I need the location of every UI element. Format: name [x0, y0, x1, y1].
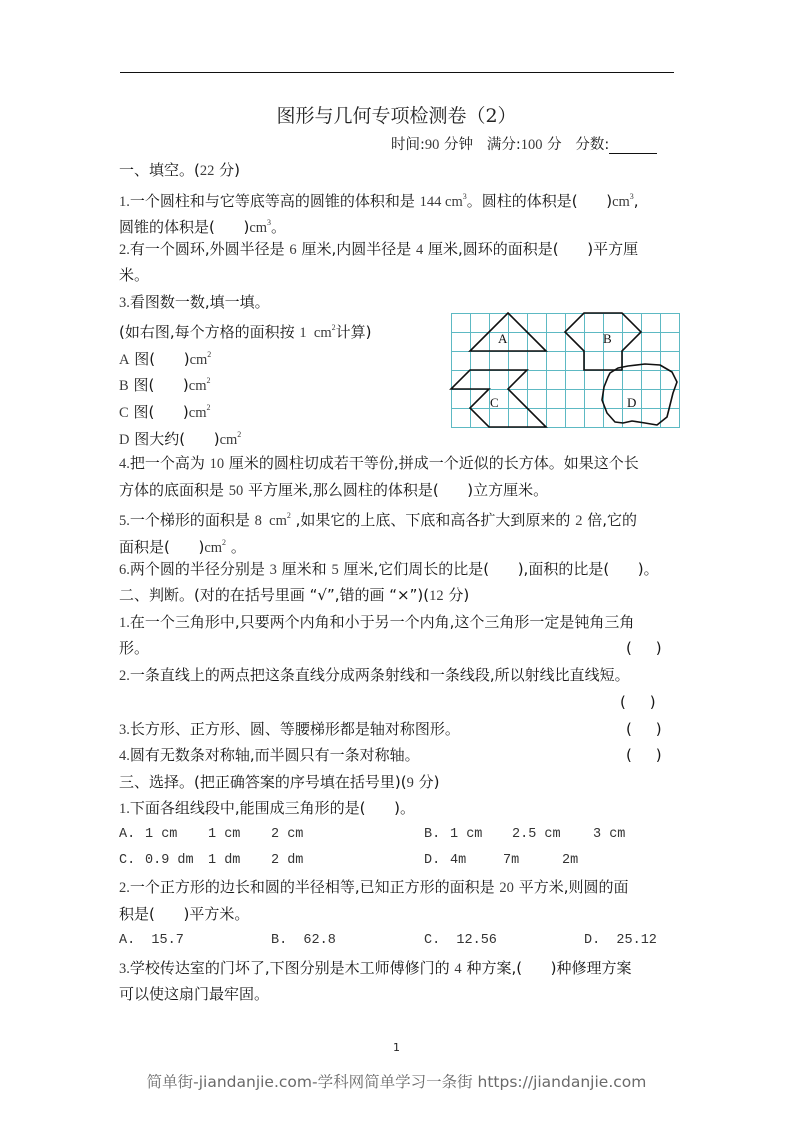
option-b-key: B.	[424, 827, 441, 842]
question-number: 6.	[119, 562, 130, 578]
question-text: 计算)	[335, 323, 372, 341]
label-b: B	[603, 331, 612, 346]
value: 3	[269, 562, 277, 578]
option-a-key: A.	[119, 827, 136, 842]
question-number: 3.	[119, 961, 130, 977]
answer-paren: ( )	[626, 746, 662, 764]
question-text: 。	[271, 218, 287, 236]
value: 2	[575, 513, 583, 529]
s1-q4-line2	[119, 480, 548, 501]
question-text: 一个梯形的面积是	[129, 511, 255, 529]
full-score-label: 满分:	[486, 137, 521, 153]
top-rule	[120, 72, 674, 73]
question-text: 看图数一数,填一填。	[129, 293, 270, 311]
shape-a	[470, 313, 546, 351]
s1-q1-line2	[119, 213, 286, 238]
option-a: A. 15.7	[119, 933, 184, 948]
s2-q3-line1	[119, 719, 460, 740]
s1-q6-line1	[119, 559, 659, 580]
value: 4	[415, 242, 424, 258]
question-text: 积是( )平方米。	[119, 905, 250, 923]
question-text: 一条直线上的两点把这条直线分成两条射线和一条线段,所以射线比直线短。	[129, 666, 630, 684]
full-score-value: 100	[520, 137, 543, 153]
heading-points: 22	[199, 163, 215, 179]
option-a-value: 1 cm	[145, 827, 178, 842]
option-d-key: D.	[424, 853, 441, 868]
question-text: 厘米,圆环的面积是( )平方厘	[423, 240, 639, 258]
superscript: 3	[629, 192, 634, 201]
question-text: 图大约( )	[129, 430, 220, 448]
question-text: 平方厘米,那么圆柱的体积是( )立方厘米。	[243, 481, 549, 499]
question-text: ,如果它的上底、下底和高各扩大到原来的	[290, 511, 576, 529]
option-c: C. 12.56	[424, 933, 497, 948]
superscript: 2	[207, 350, 212, 359]
question-text: ,	[633, 192, 639, 210]
page-title: 图形与几何专项检测卷（2）	[276, 105, 517, 127]
s1-q3-item-a	[119, 345, 211, 370]
question-text: 可以使这扇门最牢固。	[119, 985, 270, 1003]
option-b-value: 3 cm	[593, 827, 626, 842]
question-text: 厘米,内圆半径是	[296, 240, 416, 258]
score-label: 分数:	[575, 137, 610, 153]
option-a-value: 1 cm	[208, 827, 241, 842]
label-d: D	[627, 395, 637, 410]
superscript: 2	[286, 511, 291, 520]
unit: cm	[249, 220, 268, 236]
figure-letter: B	[119, 378, 129, 394]
unit: cm	[188, 405, 207, 421]
heading-text: 分)	[413, 773, 440, 791]
value: 1 cm	[299, 325, 332, 341]
value: 6	[289, 242, 297, 258]
value: 20	[499, 880, 514, 896]
section1-heading	[119, 160, 240, 181]
question-text: 种方案,( )种修理方案	[461, 959, 632, 977]
question-text: 形。	[119, 639, 150, 657]
superscript: 2	[222, 538, 227, 547]
unit: cm	[612, 194, 630, 210]
question-text: 面积是( )	[119, 538, 205, 556]
s1-q2-line1	[119, 239, 638, 260]
heading-text: 分)	[443, 586, 470, 604]
heading-text: 三、选择。(把正确答案的序号填在括号里)(	[119, 773, 407, 791]
option-c-value: 1 dm	[208, 853, 241, 868]
label-a: A	[498, 331, 508, 346]
section3-heading	[119, 772, 439, 793]
value: 5	[331, 562, 339, 578]
answer-paren: ( )	[626, 639, 662, 657]
superscript: 2	[206, 376, 211, 385]
heading-points: 12	[429, 588, 444, 604]
unit: cm	[219, 432, 238, 448]
grid-figure	[451, 313, 680, 428]
unit: cm	[189, 352, 208, 368]
s1-q3-line2	[119, 318, 371, 343]
question-text: 厘米的圆柱切成若干等份,拼成一个近似的长方体。如果这个长	[224, 454, 639, 472]
value: 4	[454, 961, 462, 977]
figure-letter: A	[119, 352, 130, 368]
value: 10	[209, 456, 225, 472]
value: 144 cm	[419, 194, 463, 210]
question-text: 把一个高为	[129, 454, 210, 472]
question-text: (如右图,每个方格的面积按	[119, 323, 300, 341]
option-c-value: 0.9 dm	[145, 853, 194, 868]
score-blank	[609, 138, 657, 154]
question-text: 厘米和	[276, 560, 332, 578]
question-text: 方体的底面积是	[119, 481, 229, 499]
label-c: C	[490, 395, 499, 410]
s1-q3-item-b	[119, 371, 210, 396]
s2-q1-line2	[119, 638, 149, 658]
superscript: 3	[462, 192, 467, 201]
answer-paren: ( )	[626, 720, 662, 738]
heading-text: 分)	[214, 161, 240, 179]
unit: cm	[188, 378, 207, 394]
question-number: 2.	[119, 880, 130, 896]
question-number: 2.	[119, 668, 130, 684]
superscript: 2	[206, 403, 211, 412]
time-unit: 分钟	[439, 137, 487, 153]
question-number: 1.	[119, 801, 130, 817]
figure-letter: D	[119, 432, 130, 448]
question-number: 1.	[119, 194, 130, 210]
question-text: 图( )	[129, 350, 190, 368]
time-value: 90	[424, 137, 440, 153]
s1-q3-item-d	[119, 425, 241, 450]
question-text: 有一个圆环,外圆半径是	[129, 240, 290, 258]
option-b: B. 62.8	[271, 933, 336, 948]
shape-d	[602, 364, 677, 425]
s3-q1-line1	[119, 798, 415, 819]
grid-shapes	[451, 313, 679, 427]
question-number: 2.	[119, 242, 130, 258]
question-text: 厘米,它们周长的比是( ),面积的比是( )。	[338, 560, 659, 578]
s1-q5-line1	[119, 506, 637, 531]
page-number: 1	[393, 1041, 400, 1054]
question-text: 一个圆柱和与它等底等高的圆锥的体积和是	[129, 192, 420, 210]
question-text: 两个圆的半径分别是	[129, 560, 270, 578]
s3-q2-line2	[119, 904, 249, 924]
s1-q1-line1	[119, 187, 639, 212]
s1-q2-line2	[119, 265, 149, 285]
time-label: 时间:	[391, 137, 425, 153]
question-text: 下面各组线段中,能围成三角形的是( )。	[129, 799, 415, 817]
s1-q3-item-c	[119, 398, 210, 423]
s2-q1-line1	[119, 612, 634, 633]
heading-points: 9	[406, 775, 414, 791]
s2-q2-line1	[119, 665, 630, 686]
option-c-key: C.	[119, 853, 136, 868]
option-d: D. 25.12	[584, 933, 657, 948]
s1-q3-line1	[119, 292, 270, 313]
question-text: 圆有无数条对称轴,而半圆只有一条对称轴。	[129, 746, 420, 764]
question-text: 倍,它的	[582, 511, 637, 529]
question-number: 3.	[119, 722, 130, 738]
question-number: 4.	[119, 456, 130, 472]
question-text: 平方米,则圆的面	[513, 878, 629, 896]
figure-letter: C	[119, 405, 129, 421]
question-text: 。	[226, 538, 246, 556]
s1-q5-line2	[119, 533, 246, 558]
section2-heading	[119, 585, 469, 606]
unit: cm	[204, 540, 223, 556]
option-c-value: 2 dm	[271, 853, 304, 868]
question-number: 5.	[119, 513, 130, 529]
question-text: 图( )	[128, 376, 189, 394]
question-text: 一个正方形的边长和圆的半径相等,已知正方形的面积是	[129, 878, 500, 896]
watermark-footer: 简单街-jiandanjie.com-学科网简单学习一条街 https://jiandanjie.com	[146, 1073, 647, 1091]
heading-text: 二、判断。(对的在括号里画 “√”,错的画 “×”)(	[119, 586, 430, 604]
superscript: 2	[237, 430, 242, 439]
question-text: 圆锥的体积是( )	[119, 218, 250, 236]
full-score-unit: 分	[542, 137, 576, 153]
question-text: 在一个三角形中,只要两个内角和小于另一个内角,这个三角形一定是钝角三角	[129, 613, 635, 631]
question-text: 。圆柱的体积是( )	[466, 192, 613, 210]
option-a-value: 2 cm	[271, 827, 304, 842]
question-text: 图( )	[128, 403, 189, 421]
superscript: 3	[267, 218, 272, 227]
s3-q2-line1	[119, 877, 628, 898]
exam-meta	[391, 133, 657, 154]
s1-q4-line1	[119, 453, 639, 474]
heading-text: 一、填空。(	[119, 161, 200, 179]
option-d-value: 7m	[503, 853, 520, 868]
option-d-value: 2m	[562, 853, 579, 868]
option-b-value: 2.5 cm	[512, 827, 561, 842]
superscript: 2	[331, 323, 336, 332]
question-text: 长方形、正方形、圆、等腰梯形都是轴对称图形。	[129, 720, 460, 738]
question-number: 4.	[119, 748, 130, 764]
question-number: 3.	[119, 295, 130, 311]
value: 50	[228, 483, 244, 499]
question-text: 学校传达室的门坏了,下图分别是木工师傅修门的	[129, 959, 455, 977]
option-d-value: 4m	[450, 853, 467, 868]
s3-q3-line1	[119, 958, 632, 979]
question-text: 米。	[119, 266, 150, 284]
value: 8 cm	[254, 513, 287, 529]
option-b-value: 1 cm	[450, 827, 483, 842]
s3-q3-line2	[119, 984, 269, 1004]
question-number: 1.	[119, 615, 130, 631]
s2-q4-line1	[119, 745, 420, 766]
answer-paren: ( )	[620, 693, 656, 711]
